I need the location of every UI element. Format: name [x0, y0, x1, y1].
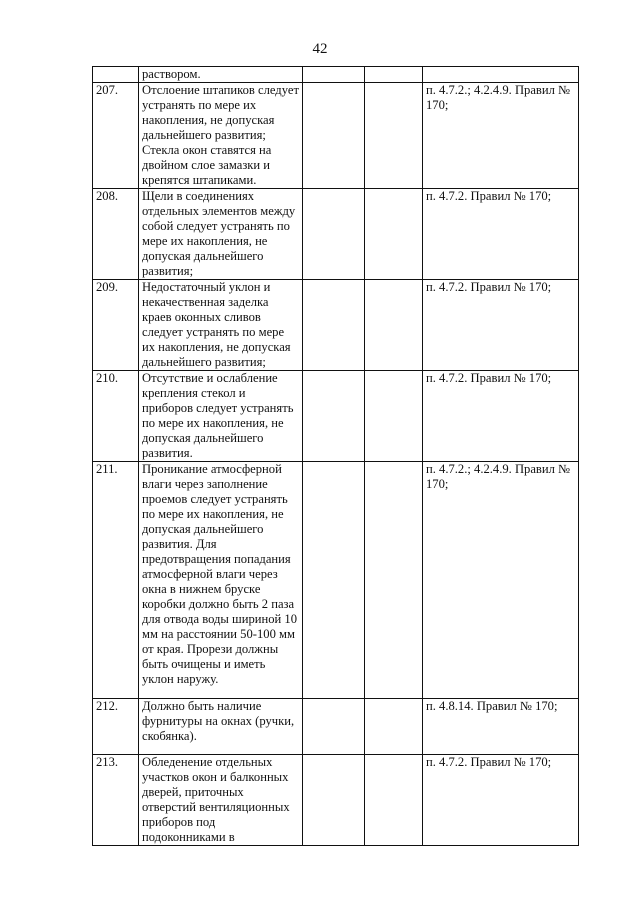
- row-description: Должно быть наличие фурнитуры на окнах (ручки, скобянка).: [139, 699, 303, 755]
- row-reference: п. 4.8.14. Правил № 170;: [423, 699, 579, 755]
- row-reference: п. 4.7.2. Правил № 170;: [423, 755, 579, 846]
- row-description: Проникание атмосферной влаги через заполнение проемов следует устранять по мере их накопления, не допуская дальнейшего развития. Для предотвращения попадания атмосферной влаги через окна в нижнем бруске коробки должно быть 2 паза для отвода воды шириной 10 мм на расстоянии 50-100 мм от края. Прорези должны быть очищены и иметь уклон наружу.: [139, 462, 303, 699]
- row-number: 213.: [93, 755, 139, 846]
- table-row: [93, 371, 579, 462]
- row-reference: п. 4.7.2. Правил № 170;: [423, 280, 579, 371]
- row-reference: п. 4.7.2.; 4.2.4.9. Правил № 170;: [423, 83, 579, 189]
- row-description: Отсутствие и ослабление крепления стекол и приборов следует устранять по мере их накопления, не допуская дальнейшего развития.: [139, 371, 303, 462]
- row-number: [93, 67, 139, 83]
- empty-cell: [303, 189, 365, 280]
- table-row: [93, 83, 579, 189]
- row-number: 212.: [93, 699, 139, 755]
- empty-cell: [365, 67, 423, 83]
- empty-cell: [303, 755, 365, 846]
- row-reference: п. 4.7.2.; 4.2.4.9. Правил № 170;: [423, 462, 579, 699]
- requirements-table: [92, 66, 579, 846]
- empty-cell: [303, 83, 365, 189]
- empty-cell: [365, 280, 423, 371]
- row-number: 207.: [93, 83, 139, 189]
- row-reference: [423, 67, 579, 83]
- empty-cell: [303, 699, 365, 755]
- empty-cell: [303, 67, 365, 83]
- row-description: Обледенение отдельных участков окон и балконных дверей, приточных отверстий вентиляционных приборов под подоконниками в: [139, 755, 303, 846]
- empty-cell: [365, 189, 423, 280]
- row-number: 210.: [93, 371, 139, 462]
- row-description: Недостаточный уклон и некачественная заделка краев оконных сливов следует устранять по мере их накопления, не допуская дальнейшего развития;: [139, 280, 303, 371]
- row-description: Щели в соединениях отдельных элементов между собой следует устранять по мере их накопления, не допуская дальнейшего развития;: [139, 189, 303, 280]
- table-row: [93, 699, 579, 755]
- table-row: [93, 462, 579, 699]
- row-number: 211.: [93, 462, 139, 699]
- row-reference: п. 4.7.2. Правил № 170;: [423, 371, 579, 462]
- table-row: [93, 189, 579, 280]
- empty-cell: [365, 699, 423, 755]
- table-row: [93, 755, 579, 846]
- row-number: 208.: [93, 189, 139, 280]
- page-number: 42: [312, 41, 328, 57]
- empty-cell: [365, 371, 423, 462]
- row-description: Отслоение штапиков следует устранять по мере их накопления, не допуская дальнейшего развития; Стекла окон ставятся на двойном слое замазки и крепятся штапиками.: [139, 83, 303, 189]
- table-row: [93, 280, 579, 371]
- empty-cell: [365, 755, 423, 846]
- empty-cell: [365, 462, 423, 699]
- row-description: раствором.: [139, 67, 303, 83]
- empty-cell: [365, 83, 423, 189]
- empty-cell: [303, 280, 365, 371]
- row-reference: п. 4.7.2. Правил № 170;: [423, 189, 579, 280]
- empty-cell: [303, 371, 365, 462]
- row-number: 209.: [93, 280, 139, 371]
- table-row: [93, 67, 579, 83]
- empty-cell: [303, 462, 365, 699]
